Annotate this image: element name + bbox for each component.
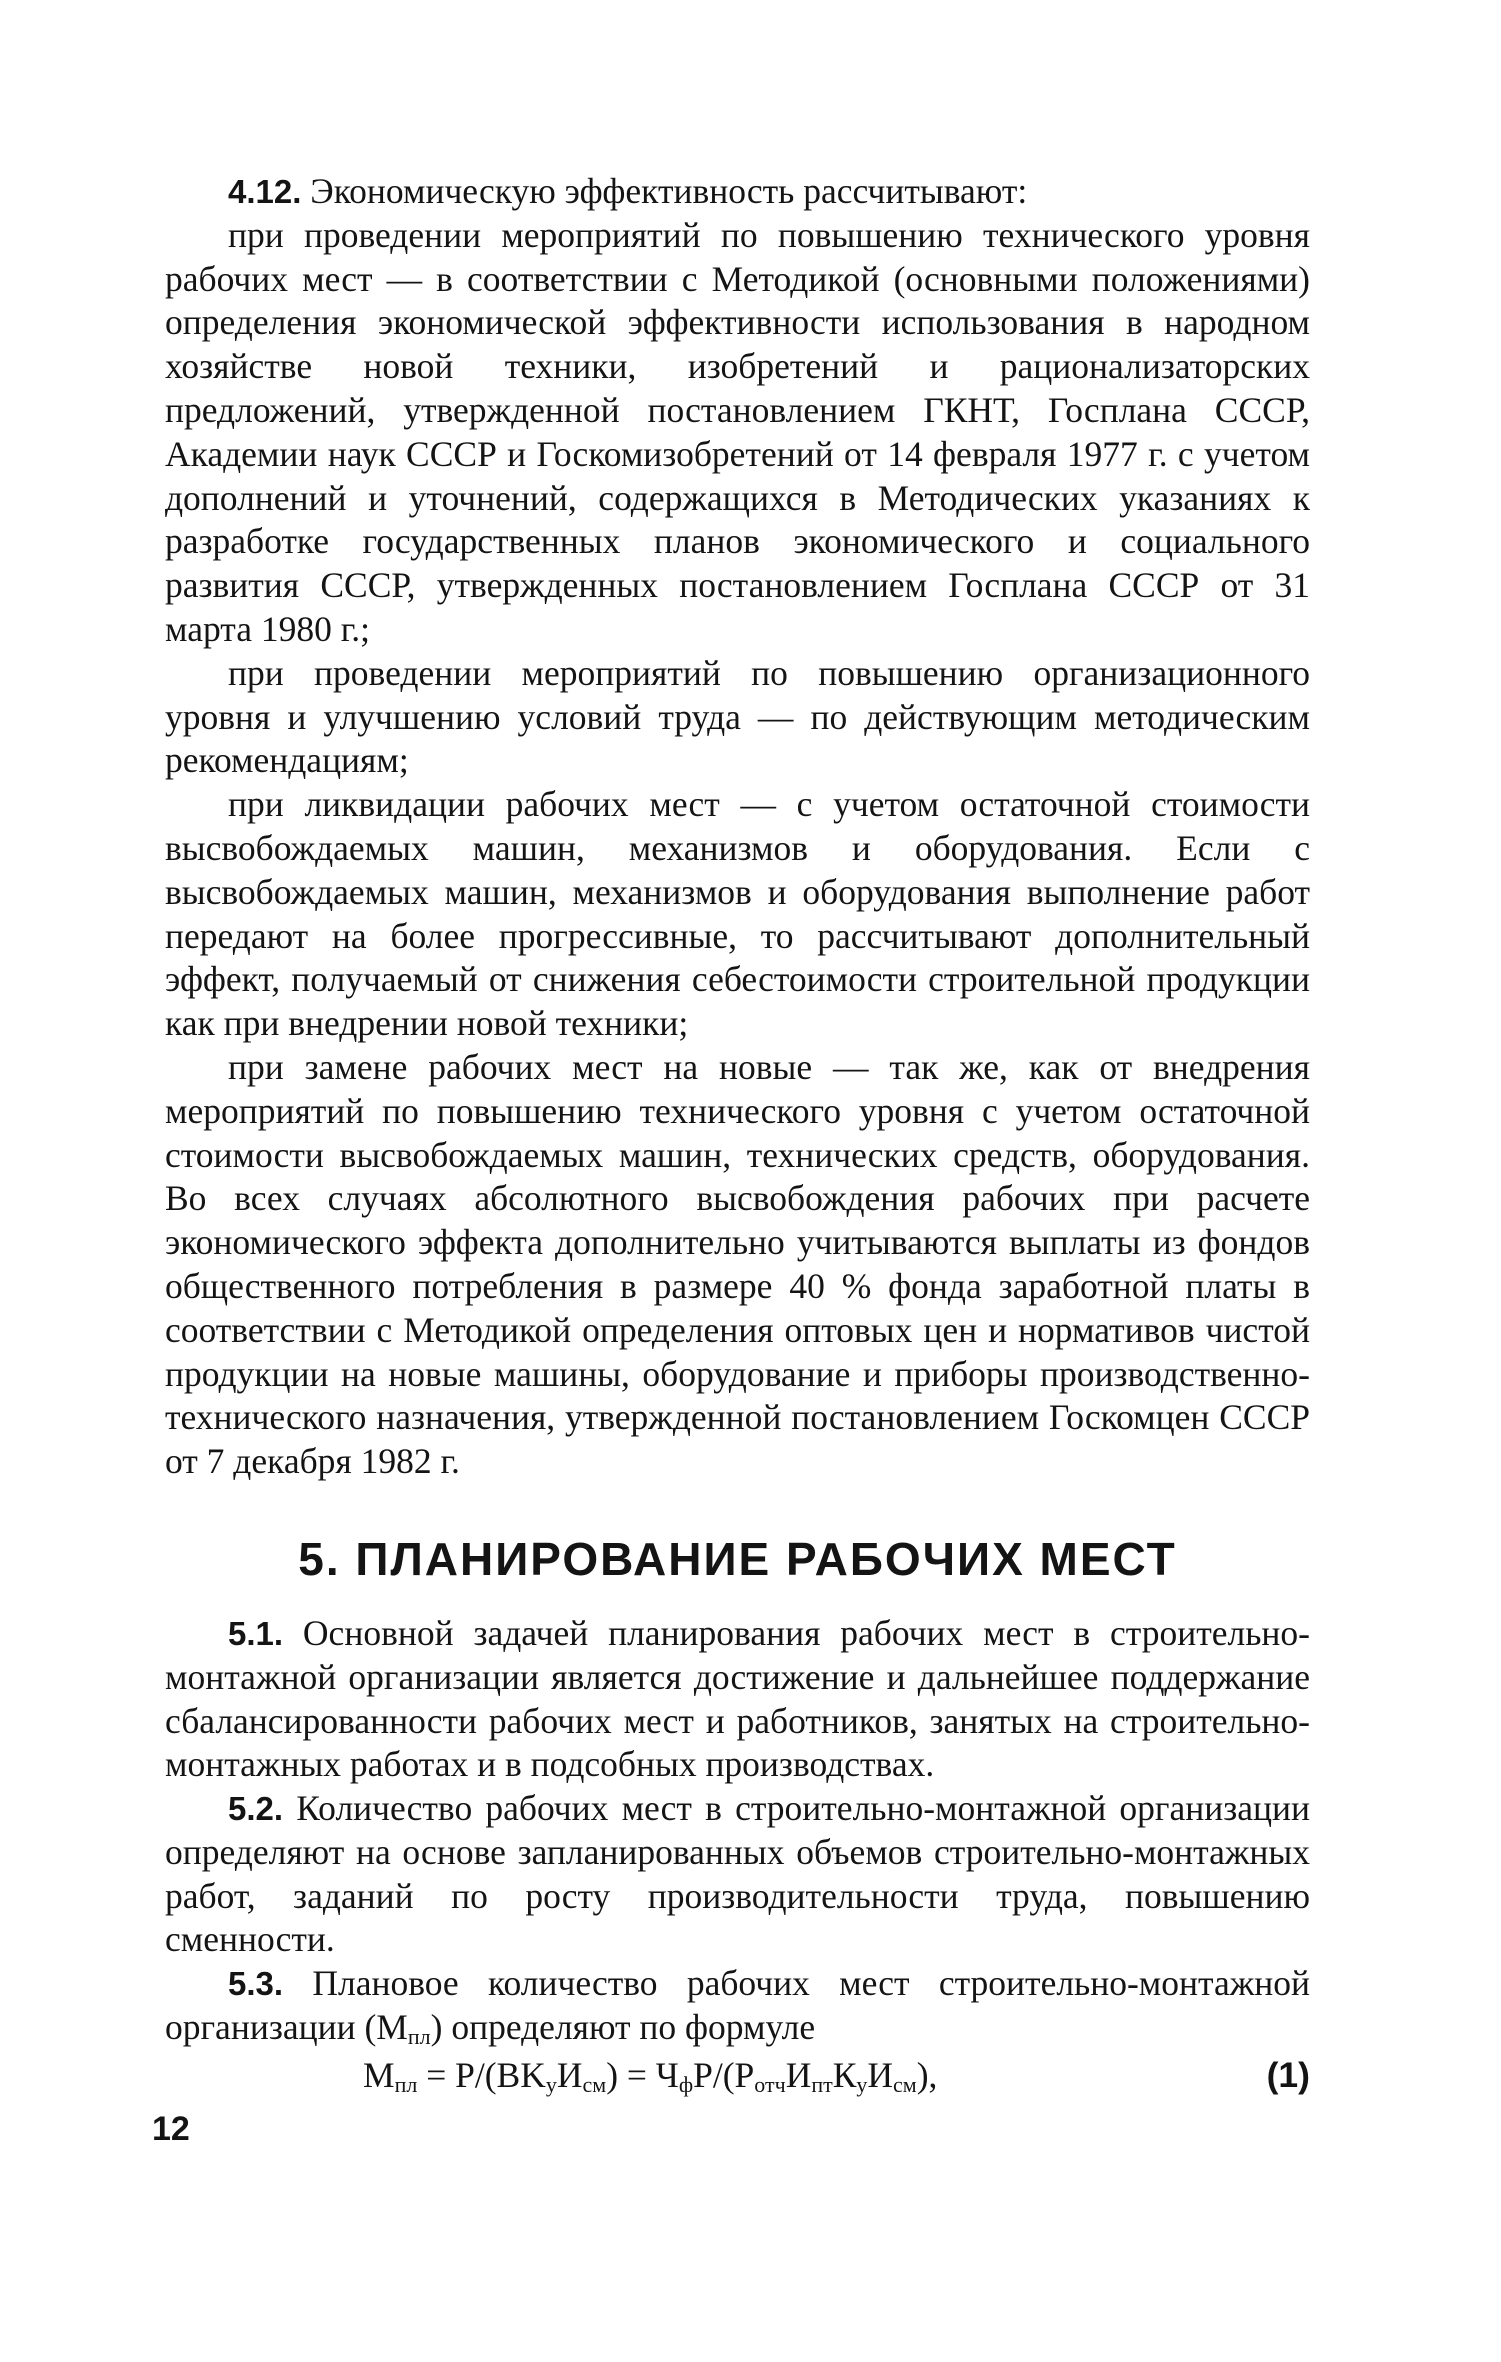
paragraph-5-3 xyxy=(165,1962,1310,2050)
formula-expression xyxy=(363,2050,937,2100)
paragraph-text: Основной задачей планирования рабочих мест в строительно-монтажной организации является достижение и дальнейшее поддержание сбалансированности рабочих мест и работников, занятых на строительно-монтажных работах и в подсобных производствах. xyxy=(165,1612,1310,1785)
paragraph-technical-level: при проведении мероприятий по повышению технического уровня рабочих мест — в соответствии с Методикой (основными положениями) определения экономической эффективности использования в народном хозяйстве новой техники, изобретений и рационализаторских предложений, утвержденной постановлением ГКНТ, Госплана СССР, Академии наук СССР и Госкомизобретений от 14 февраля 1977 г. с учетом дополнений и уточнений, содержащихся в Методических указаниях к разработке государственных планов экономического и социального развития СССР, утвержденных постановлением Госплана СССР от 31 марта 1980 г.; xyxy=(165,214,1310,649)
paragraph-liquidation: при ликвидации рабочих мест — с учетом остаточной стоимости высвобождаемых машин, механизмов и оборудования. Если с высвобождаемых машин, механизмов и оборудования выполнение работ передают на более прогрессивные, то рассчитывают дополнительный эффект, получаемый от снижения себестоимости строительной продукции как при внедрении новой техники; xyxy=(165,784,1310,1044)
document-page xyxy=(165,170,1310,2102)
formula-number: (1) xyxy=(1266,2054,1310,2095)
formula-subscript: см xyxy=(582,2071,607,2097)
formula-subscript: у xyxy=(545,2071,557,2097)
item-number: 5.3. xyxy=(228,1965,284,2003)
item-number: 5.2. xyxy=(228,1790,284,1828)
paragraph-text-end: ) определяют по формуле xyxy=(430,2007,816,2048)
paragraph-5-2 xyxy=(165,1787,1310,1962)
formula-subscript: ф xyxy=(678,2071,694,2097)
subscript: пл xyxy=(407,2024,431,2050)
formula-part: = P/(BK xyxy=(417,2054,546,2095)
paragraph-replacement: при замене рабочих мест на новые — так же, как от внедрения мероприятий по повышению технического уровня с учетом остаточной стоимости высвобождаемых машин, технических средств, оборудования. Во всех случаях абсолютного высвобождения рабочих при расчете экономического эффекта дополнительно учитываются выплаты из фондов общественного потребления в размере 40 % фонда заработной платы в соответствии с Методикой определения оптовых цен и нормативов чистой продукции на новые машины, оборудование и приборы производственно-технического назначения, утвержденной постановлением Госкомцен СССР от 7 декабря 1982 г. xyxy=(165,1046,1310,1482)
formula-part: К xyxy=(832,2054,857,2095)
formula-subscript: у xyxy=(856,2071,868,2097)
formula-subscript: пт xyxy=(811,2071,833,2097)
formula-part: ), xyxy=(916,2054,938,2095)
formula-part: М xyxy=(363,2054,395,2095)
formula-part: P/(P xyxy=(693,2054,755,2095)
formula-subscript: отч xyxy=(754,2071,786,2097)
section-heading: 5. ПЛАНИРОВАНИЕ РАБОЧИХ МЕСТ xyxy=(298,1532,1177,1585)
formula-part: И xyxy=(785,2054,812,2095)
paragraph-4-12 xyxy=(165,170,1310,214)
formula-subscript: см xyxy=(893,2071,917,2097)
paragraph-text: Плановое количество рабочих мест строительно-монтажной организации (М xyxy=(165,1963,1310,2048)
paragraph-5-1 xyxy=(165,1612,1310,1787)
formula-subscript: пл xyxy=(394,2071,418,2097)
item-number: 5.1. xyxy=(228,1614,284,1652)
paragraph-text: Количество рабочих мест в строительно-монтажной организации определяют на основе запланированных объемов строительно-монтажных работ, заданий по росту производительности труда, повышению сменности. xyxy=(165,1788,1311,1960)
paragraph-organizational-level: при проведении мероприятий по повышению организационного уровня и улучшению условий труда — по действующим методическим рекомендациям; xyxy=(165,652,1310,781)
paragraph-text: Экономическую эффективность рассчитывают: xyxy=(310,171,1028,211)
page-number: 12 xyxy=(152,2110,190,2148)
item-number: 4.12. xyxy=(228,173,302,210)
formula-part: И xyxy=(867,2054,894,2095)
formula-part: И xyxy=(556,2054,583,2095)
formula-1 xyxy=(165,2050,1310,2102)
formula-part: ) = Ч xyxy=(606,2054,679,2095)
